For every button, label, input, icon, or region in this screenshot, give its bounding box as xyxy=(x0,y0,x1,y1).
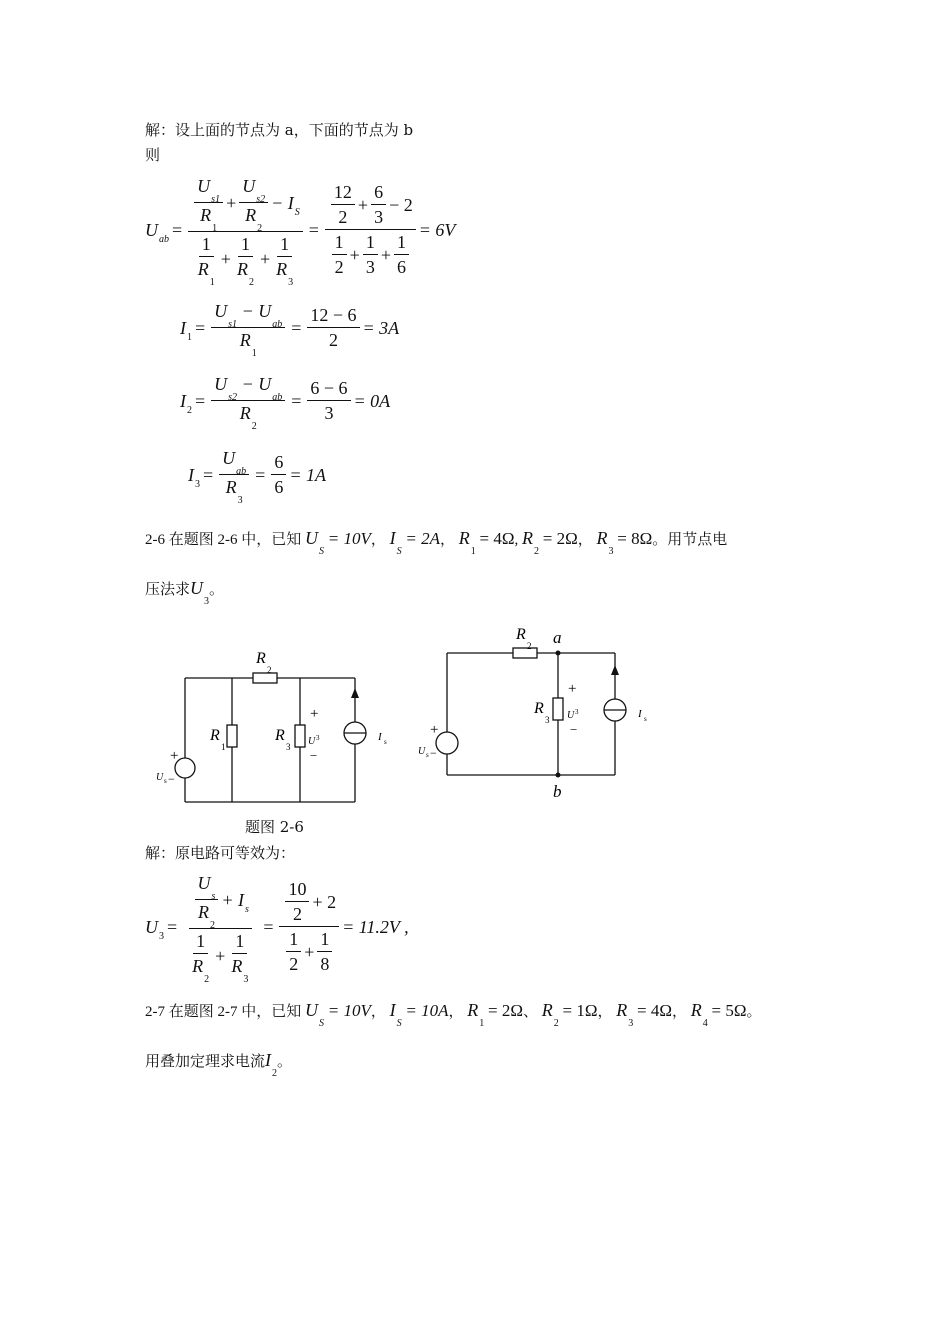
svg-text:3: 3 xyxy=(316,734,320,742)
fig-right-r2-label: R xyxy=(516,626,526,643)
svg-text:3: 3 xyxy=(545,715,550,725)
fig-left-is-label: I xyxy=(378,731,382,743)
figure-caption: 题图 2-6 xyxy=(245,818,304,836)
svg-text:3: 3 xyxy=(575,708,579,716)
svg-text:2: 2 xyxy=(267,665,272,675)
equation-u3: U 3 = $\frac{U_s}{R_2}$ + I s $\frac{1}{R_2}$ + $\frac{1}{R_3}$ = $\frac{10}{2}$ + 2 $\frac{1}{2}$ + $\frac{1}{8}$ = 11.2V , xyxy=(145,873,409,985)
svg-text:s: s xyxy=(384,738,387,746)
circuit-figure-left xyxy=(150,640,410,815)
fig-left-u3-label: U xyxy=(308,736,316,747)
fig-right-node-a: a xyxy=(553,628,562,647)
fig-right-us-label: U xyxy=(418,746,426,757)
svg-text:−: − xyxy=(168,772,175,786)
problem-2-6-line2: 压法求$U_3$。 xyxy=(145,578,225,607)
equation-i1: I 1 = $\frac{U_{s1} - U_{ab}}{R_1}$ = $\frac{12 - 6}{2}$ = 3A xyxy=(180,301,400,359)
problem-2-7-line1: 2-7 在题图 2-7 中，已知 $U_S = 10V$， $I_S = 10A$， $R_1 = 2\Omega$、 $R_2 = 1\Omega$， $R_3 = 4\Omega$， $R_4 = 5\Omega$。 xyxy=(145,1000,762,1029)
equation-i3: I 3 = $\frac{U_{ab}}{R_3}$ = $\frac{6}{6}$ = 1A xyxy=(188,448,326,506)
svg-text:2: 2 xyxy=(527,641,532,651)
problem-2-7-line2: 用叠加定理求电流$I_2$。 xyxy=(145,1050,293,1079)
fig-left-r1-label: R xyxy=(210,727,220,744)
svg-text:−: − xyxy=(430,746,437,760)
equation-uab: U ab = $\frac{U_{s1}}{R_1}$ + $\frac{U_{s2}}{R_2}$ − I S $\frac{1}{R_1}$ + $\frac{1}{R_2}$ + $\frac{1}{R_3}$ = $\frac{12}{2}$ + $\frac{6}{3}$ − 2 $\frac{1}{2}$ + $\frac{1}{3}$ + $\frac{1}{6}$ = 6V xyxy=(145,176,456,288)
svg-text:1: 1 xyxy=(221,742,226,752)
fig-left-us-plus: + xyxy=(170,748,179,764)
fig-left-minus: − xyxy=(310,748,318,763)
fig-left-us-label: U xyxy=(156,772,164,783)
equation-i2: I 2 = $\frac{U_{s2} - U_{ab}}{R_2}$ = $\frac{6 - 6}{3}$ = 0A xyxy=(180,374,391,432)
circuit-figure-right xyxy=(410,620,660,805)
svg-text:3: 3 xyxy=(286,742,291,752)
solution-intro: 解：设上面的节点为 a，下面的节点为 b xyxy=(145,121,414,139)
solution-then: 则 xyxy=(145,146,161,164)
fig-left-r3-label: R xyxy=(275,727,285,744)
problem-2-6-line1: 2-6 在题图 2-6 中，已知 $U_S = 10V$， $I_S = 2A$， $R_1 = 4\Omega$, $R_2 = 2\Omega$， $R_3 = 8\Omega$。用节点电 xyxy=(145,528,728,557)
fig-right-u3-label: U xyxy=(567,710,575,721)
fig-right-us-plus: + xyxy=(430,722,439,738)
fig-right-r3-label: R xyxy=(534,700,544,717)
fig-left-plus: + xyxy=(310,706,319,722)
solution-2-intro: 解：原电路可等效为： xyxy=(145,844,296,862)
fig-right-is-label: I xyxy=(638,708,642,720)
fig-right-plus: + xyxy=(568,681,577,697)
fig-right-minus: − xyxy=(570,722,578,737)
svg-text:s: s xyxy=(426,751,429,759)
fig-left-r2-label: R xyxy=(256,650,266,667)
svg-text:s: s xyxy=(164,777,167,785)
svg-text:s: s xyxy=(644,715,647,723)
fig-right-node-b: b xyxy=(553,782,562,801)
